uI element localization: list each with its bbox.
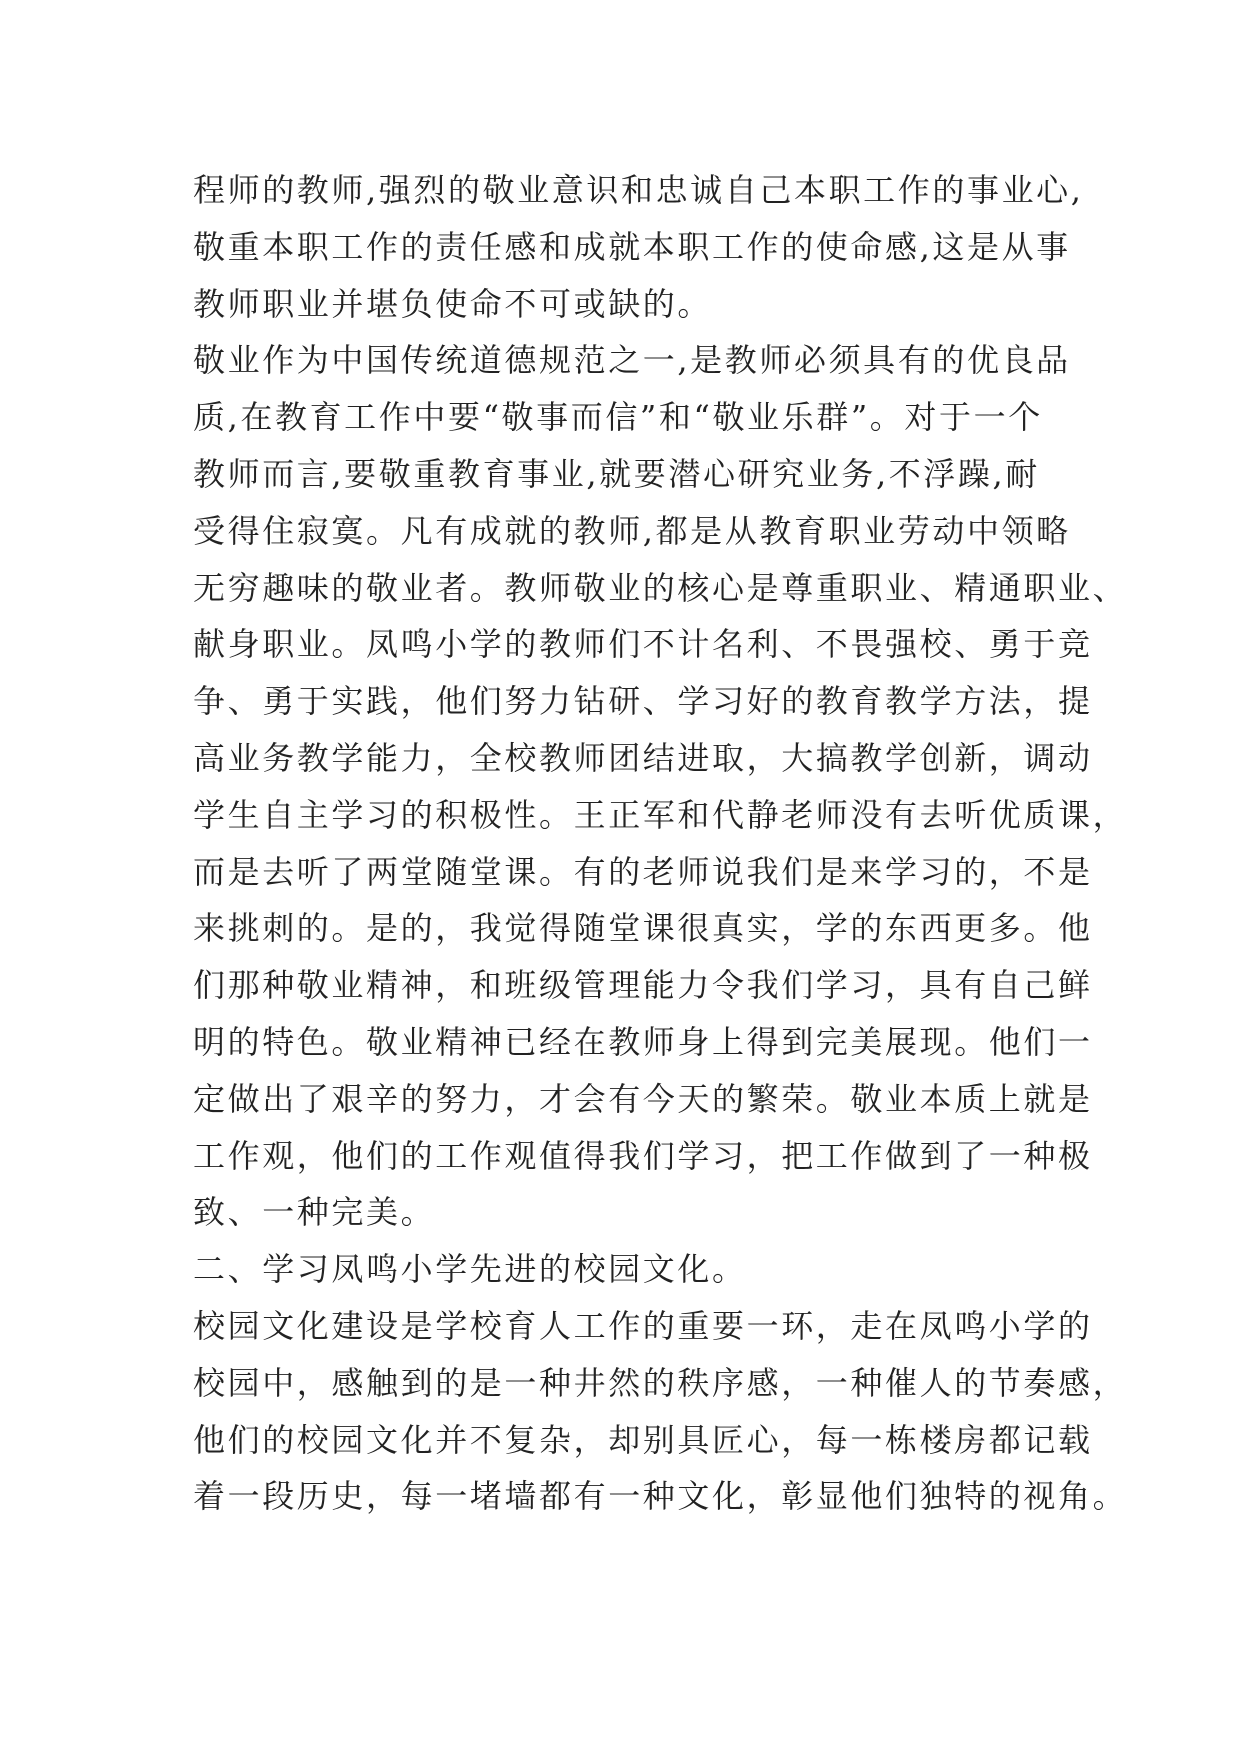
text-line: 致、一种完美。: [193, 1193, 436, 1232]
text-line: 教师而言,要敬重教育事业,就要潜心研究业务,不浮躁,耐: [193, 454, 1040, 493]
text-line: 而是去听了两堂随堂课。有的老师说我们是来学习的，不是: [193, 852, 1093, 891]
text-line: 受得住寂寞。凡有成就的教师,都是从教育职业劳动中领略: [193, 511, 1071, 550]
text-line: 敬重本职工作的责任感和成就本职工作的使命感,这是从事: [193, 227, 1071, 266]
text-line: 程师的教师,强烈的敬业意识和忠诚自己本职工作的事业心,: [193, 171, 1084, 209]
text-line: 争、勇于实践，他们努力钻研、学习好的教育教学方法，提: [193, 682, 1093, 721]
text-line: 来挑刺的。是的，我觉得随堂课很真实，学的东西更多。他: [193, 909, 1093, 948]
text-line: 他们的校园文化并不复杂，却别具匠心，每一栋楼房都记载: [193, 1420, 1093, 1459]
text-line: 校园文化建设是学校育人工作的重要一环，走在凤鸣小学的: [193, 1306, 1093, 1345]
body-text: [193, 162, 1128, 1525]
text-line: 高业务教学能力，全校教师团结进取，大搞教学创新，调动: [193, 738, 1093, 777]
text-line: 着一段历史，每一堵墙都有一种文化，彰显他们独特的视角。: [193, 1477, 1128, 1516]
text-line: 无穷趣味的敬业者。教师敬业的核心是尊重职业、精通职业、: [193, 568, 1128, 607]
section-heading: 二、学习凤鸣小学先进的校园文化。: [193, 1250, 747, 1289]
text-line: 工作观，他们的工作观值得我们学习，把工作做到了一种极: [193, 1136, 1093, 1175]
text-line: 质,在教育工作中要“敬事而信”和“敬业乐群”。对于一个: [193, 398, 1043, 437]
text-line: 定做出了艰辛的努力，才会有今天的繁荣。敬业本质上就是: [193, 1079, 1093, 1118]
text-line: 学生自主学习的积极性。王正军和代静老师没有去听优质课，: [193, 795, 1128, 834]
text-line: 校园中，感触到的是一种井然的秩序感，一种催人的节奏感，: [193, 1363, 1128, 1402]
text-line: 教师职业并堪负使命不可或缺的。: [193, 284, 713, 323]
text-line: 敬业作为中国传统道德规范之一,是教师必须具有的优良品: [193, 341, 1071, 380]
text-line: 们那种敬业精神，和班级管理能力令我们学习，具有自己鲜: [193, 966, 1093, 1005]
text-line: 明的特色。敬业精神已经在教师身上得到完美展现。他们一: [193, 1022, 1093, 1061]
text-line: 献身职业。凤鸣小学的教师们不计名利、不畏强校、勇于竞: [193, 625, 1093, 664]
